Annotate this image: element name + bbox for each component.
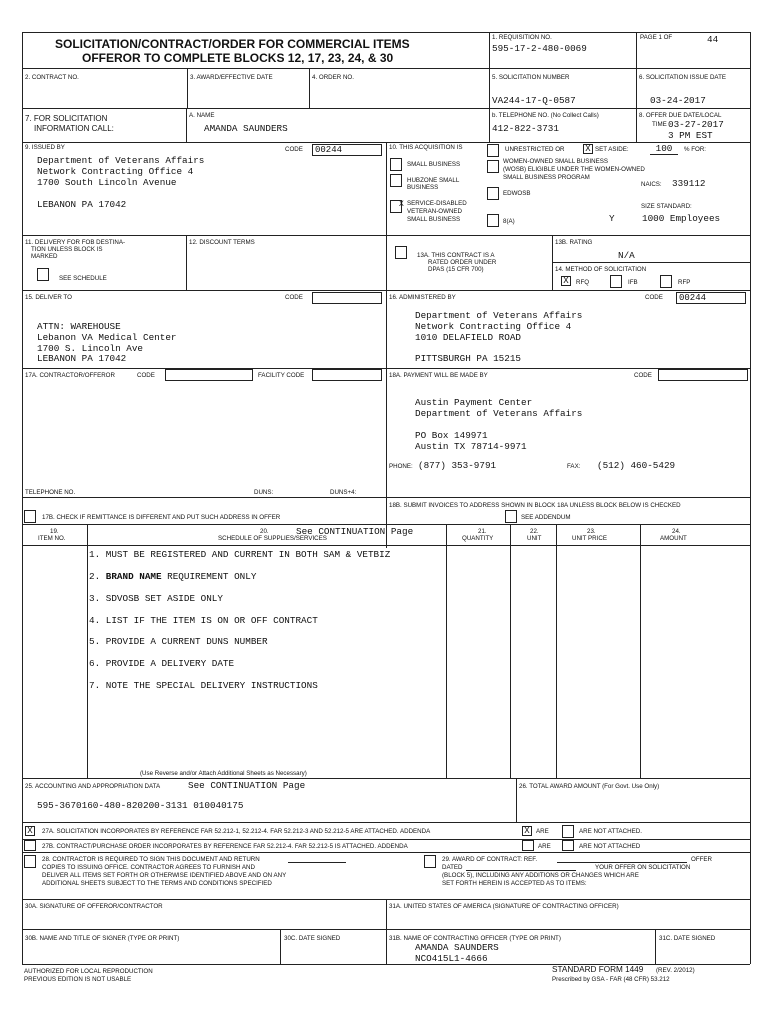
officer-date-label: 31C. DATE SIGNED [659,935,716,942]
solicitation-no-label: 5. SOLICITATION NUMBER [492,74,570,81]
requisition-number[interactable]: 595-17-2-480-0069 [492,43,587,54]
form-revision: (REV. 2/2012) [656,967,695,974]
phone-label: b. TELEPHONE NO. (No Collect Calls) [492,112,599,119]
clause-29-line4: SET FORTH HEREIN IS ACCEPTED AS TO ITEMS: [442,880,587,887]
accounting-value: 595-3670160-480-820200-3131 010040175 [37,800,244,811]
wosb-label-2: (WOSB) ELIGIBLE UNDER THE WOMEN-OWNED [503,166,645,173]
edwosb-label: EDWOSB [503,190,531,197]
quantity-number: 21. [478,528,487,535]
unrestricted-checkbox[interactable] [487,144,499,157]
form-prescribed: Prescribed by GSA - FAR (48 CFR) 53.212 [552,976,670,983]
issue-date-label: 6. SOLICITATION ISSUE DATE [639,74,726,81]
accounting-label: 25. ACCOUNTING AND APPROPRIATION DATA [25,783,161,790]
eight-a-label: 8(A) [503,218,515,225]
remittance-checkbox[interactable] [24,510,36,523]
set-aside-checkbox[interactable]: X [583,144,593,154]
item-no-header: ITEM NO. [38,535,66,542]
offeror-date-label: 30C. DATE SIGNED [284,935,341,942]
address-line: 1700 S. Lincoln Ave [37,343,144,354]
clause-28-line1: 28. CONTRACTOR IS REQUIRED TO SIGN THIS DOCUMENT AND RETURN [42,856,260,863]
clause-29-line3: (BLOCK 5), INCLUDING ANY ADDITIONS OR CHANGES WHICH ARE [442,872,639,879]
sdvosb-check-mark: X [399,200,404,209]
clause-27a-checkbox[interactable]: X [25,826,35,836]
discount-terms-label: 12. DISCOUNT TERMS [189,239,255,246]
edwosb-checkbox[interactable] [487,187,499,200]
small-business-label: SMALL BUSINESS [407,161,461,168]
address-line: Department of Veterans Affairs [415,408,583,419]
payment-code-label: CODE [634,372,652,379]
duns-label: DUNS: [254,489,274,496]
see-addendum-checkbox[interactable] [505,510,517,523]
duns4-label: DUNS+4: [330,489,357,496]
officer-signature-label: 31A. UNITED STATES OF AMERICA (SIGNATURE OF CONTRACTING OFFICER) [389,903,619,910]
deliver-code-label: CODE [285,294,303,301]
issued-code-label: CODE [285,146,303,153]
list-item: 6. PROVIDE A DELIVERY DATE [89,658,235,669]
delivery-fob-label-3: MARKED [31,253,58,260]
clause-29-offer: OFFER [691,856,712,863]
address-line: PITTSBURGH PA 15215 [415,353,522,364]
rated-order-label-3: DPAS (15 CFR 700) [428,266,484,273]
admin-code-field[interactable]: 00244 [676,292,746,304]
wosb-checkbox[interactable] [487,160,499,173]
administered-by-label: 16. ADMINISTERED BY [389,294,456,301]
rated-order-label-1: 13A. THIS CONTRACT IS A [417,252,495,259]
contractor-label: 17A. CONTRACTOR/OFFEROR [25,372,115,379]
sdvosb-label-1: SERVICE-DISABLED [407,200,467,207]
clause-27b-checkbox[interactable] [24,840,36,851]
rfp-checkbox[interactable] [660,275,672,288]
address-line: Network Contracting Office 4 [37,166,194,177]
payment-label: 18A. PAYMENT WILL BE MADE BY [389,372,488,379]
page-label: PAGE 1 OF [640,34,673,41]
list-item: 5. PROVIDE A CURRENT DUNS NUMBER [89,636,268,647]
address-line: 1700 South Lincoln Avenue [37,177,177,188]
officer-name[interactable]: AMANDA SAUNDERS [415,942,499,953]
rating-label: 13B. RATING [555,239,593,246]
contact-phone[interactable]: 412-822-3731 [492,123,559,134]
rated-order-checkbox[interactable] [395,246,407,259]
contractor-code-field[interactable] [165,369,253,381]
admin-code-label: CODE [645,294,663,301]
rfq-label: RFQ [576,279,590,286]
method-label: 14. METHOD OF SOLICITATION [555,266,647,273]
ifb-label: IFB [628,279,638,286]
size-standard[interactable]: 1000 Employees [642,213,721,224]
schedule-number: 20. [260,528,269,535]
payment-code-field[interactable] [658,369,748,381]
award-date-label: 3. AWARD/EFFECTIVE DATE [190,74,273,81]
clause-27a-label: 27A. SOLICITATION INCORPORATES BY REFERENCE FAR 52.212-1, 52.212-4. FAR 52.212-3 AND 52.212-5 ARE ATTACHED. ADDENDA [42,828,431,835]
address-line: LEBANON PA 17042 [37,199,127,210]
amount-number: 24. [672,528,681,535]
clause-28-line2: COPIES TO ISSUING OFFICE. CONTRACTOR AGREES TO FURNISH AND [42,864,255,871]
eight-a-y-mark: Y [609,213,615,224]
rfq-checkbox[interactable]: X [561,276,571,286]
schedule-footnote: (Use Reverse and/or Attach Additional Sheets as Necessary) [140,770,307,777]
deliver-code-field[interactable] [312,292,382,304]
acquisition-label: 10. THIS ACQUISITION IS [389,144,463,151]
footer-reproduction: AUTHORIZED FOR LOCAL REPRODUCTION [24,968,153,975]
clause-27a-are-not-checkbox[interactable] [562,825,574,838]
info-call-label: 7. FOR SOLICITATION [25,114,108,123]
hubzone-label-2: BUSINESS [407,184,439,191]
clause-27b-are-not: ARE NOT ATTACHED [579,843,641,850]
clause-27a-are: ARE [536,828,549,835]
size-standard-label: SIZE STANDARD: [641,203,692,210]
clause-28-line4: ADDITIONAL SHEETS SUBJECT TO THE TERMS AND CONDITIONS SPECIFIED [42,880,272,887]
issued-code-field[interactable]: 00244 [312,144,382,156]
set-aside-percent[interactable]: 100 [650,143,678,155]
sdvosb-label-2: VETERAN-OWNED [407,208,463,215]
see-schedule-checkbox[interactable] [37,268,49,281]
address-line: Austin TX 78714-9971 [415,441,527,452]
contact-name[interactable]: AMANDA SAUNDERS [204,123,288,134]
payment-fax-label: FAX: [567,463,581,470]
quantity-header: QUANTITY [462,535,494,542]
naics-code[interactable]: 339112 [672,178,706,189]
contractor-code-label: CODE [137,372,155,379]
ifb-checkbox[interactable] [610,275,622,288]
clause-27a-are-not: ARE NOT ATTACHED. [579,828,642,835]
offer-due-time-label: TIME [652,121,667,128]
offer-due-date[interactable]: 03-27-2017 [668,119,724,130]
award-checkbox[interactable] [424,855,436,868]
unit-number: 22. [530,528,539,535]
list-item: 4. LIST IF THE ITEM IS ON OR OFF CONTRACT [89,615,318,626]
footer-previous-edition: PREVIOUS EDITION IS NOT USABLE [24,976,132,983]
list-item: 3. SDVOSB SET ASIDE ONLY [89,593,223,604]
page-total: 44 [707,34,719,45]
officer-name-label: 31B. NAME OF CONTRACTING OFFICER (TYPE OR PRINT) [389,935,561,942]
set-aside-label: SET ASIDE: [595,146,629,153]
offer-due-label: 8. OFFER DUE DATE/LOCAL [639,112,722,119]
requisition-label: 1. REQUISITION NO. [492,34,552,41]
deliver-to-label: 15. DELIVER TO [25,294,72,301]
contractor-sign-checkbox[interactable] [24,855,36,868]
solicitation-number[interactable]: VA244-17-Q-0587 [492,95,576,106]
clause-28-line3: DELIVER ALL ITEMS SET FORTH OR OTHERWISE IDENTIFIED ABOVE AND ON ANY [42,872,287,879]
address-line: PO Box 149971 [415,430,488,441]
remittance-label: 17B. CHECK IF REMITTANCE IS DIFFERENT AND PUT SUCH ADDRESS IN OFFER [42,514,281,521]
offeror-signature-label: 30A. SIGNATURE OF OFFEROR/CONTRACTOR [25,903,163,910]
payment-fax: (512) 460-5429 [597,460,676,471]
signer-name-label: 30B. NAME AND TITLE OF SIGNER (TYPE OR PRINT) [25,935,180,942]
delivery-fob-label-2: TION UNLESS BLOCK IS [31,246,103,253]
address-line: Network Contracting Office 4 [415,321,572,332]
facility-code-label: FACILITY CODE [258,372,305,379]
payment-phone-label: PHONE: [389,463,413,470]
officer-id[interactable]: NCO415L1-4666 [415,953,488,964]
schedule-header: SCHEDULE OF SUPPLIES/SERVICES [218,535,327,542]
total-award-label: 26. TOTAL AWARD AMOUNT (For Govt. Use Only) [519,783,660,790]
unit-price-header: UNIT PRICE [572,535,607,542]
clause-29-dated: DATED [442,864,463,871]
small-business-checkbox[interactable] [390,158,402,171]
unrestricted-label: UNRESTRICTED OR [505,146,565,153]
clause-27b-are-checkbox[interactable] [522,840,534,851]
accounting-continuation-note: See CONTINUATION Page [188,780,306,791]
naics-label: NAICS: [641,181,662,188]
wosb-label-1: WOMEN-OWNED SMALL BUSINESS [503,158,608,165]
address-line: 1010 DELAFIELD ROAD [415,332,522,343]
address-line: Department of Veterans Affairs [37,155,205,166]
see-addendum-label: SEE ADDENDUM [521,514,571,521]
list-item: 1. MUST BE REGISTERED AND CURRENT IN BOTH SAM & VETBIZ [89,549,391,560]
payment-phone: (877) 353-9791 [418,460,497,471]
facility-code-field[interactable] [312,369,382,381]
issued-by-label: 9. ISSUED BY [25,144,65,151]
amount-header: AMOUNT [660,535,687,542]
info-call-label-2: INFORMATION CALL: [34,124,114,133]
name-label: A. NAME [189,112,215,119]
form-number: STANDARD FORM 1449 [552,965,644,974]
unit-price-number: 23. [587,528,596,535]
address-line: Lebanon VA Medical Center [37,332,177,343]
form-title-line2: OFFEROR TO COMPLETE BLOCKS 12, 17, 23, 24, & 30 [82,51,394,65]
address-line: Austin Payment Center [415,397,533,408]
address-line: Department of Veterans Affairs [415,310,583,321]
wosb-label-3: SMALL BUSINESS PROGRAM [503,174,590,181]
clause-27b-label: 27B. CONTRACT/PURCHASE ORDER INCORPORATES BY REFERENCE FAR 52.212-4. FAR 52.212-5 IS ATTACHED. ADDENDA [42,843,408,850]
hubzone-checkbox[interactable] [390,174,402,187]
see-schedule-label: SEE SCHEDULE [59,275,107,282]
clause-27b-are: ARE [538,843,551,850]
rated-order-label-2: RATED ORDER UNDER [428,259,497,266]
unit-header: UNIT [527,535,542,542]
offer-due-time[interactable]: 3 PM EST [668,130,713,141]
rfp-label: RFP [678,279,691,286]
clause-29-your-offer: YOUR OFFER ON SOLICITATION [595,864,691,871]
submit-invoices-label: 18B. SUBMIT INVOICES TO ADDRESS SHOWN IN BLOCK 18A UNLESS BLOCK BELOW IS CHECKED [389,502,681,509]
item-no-number: 19. [50,528,59,535]
clause-27b-are-not-checkbox[interactable] [562,840,574,851]
contract-no-label: 2. CONTRACT NO. [25,74,79,81]
order-no-label: 4. ORDER NO. [312,74,354,81]
address-line: LEBANON PA 17042 [37,353,127,364]
clause-29-line1: 29. AWARD OF CONTRACT: REF. [442,856,538,863]
clause-27a-are-checkbox[interactable]: X [522,826,532,836]
issue-date[interactable]: 03-24-2017 [650,95,706,106]
telephone-label: TELEPHONE NO. [25,489,76,496]
address-line: ATTN: WAREHOUSE [37,321,121,332]
hubzone-label: HUBZONE SMALL [407,177,460,184]
schedule-continuation-note: See CONTINUATION Page [296,526,414,537]
percent-for-label: % FOR: [684,146,707,153]
delivery-fob-label-1: 11. DELIVERY FOR FOB DESTINA- [25,239,126,246]
list-item: 2. BRAND NAME REQUIREMENT ONLY [89,571,257,582]
eight-a-checkbox[interactable] [487,214,499,227]
rating-value[interactable]: N/A [618,250,635,261]
form-title-line1: SOLICITATION/CONTRACT/ORDER FOR COMMERCIAL ITEMS [55,37,410,51]
sdvosb-label-3: SMALL BUSINESS [407,216,461,223]
list-item: 7. NOTE THE SPECIAL DELIVERY INSTRUCTIONS [89,680,318,691]
